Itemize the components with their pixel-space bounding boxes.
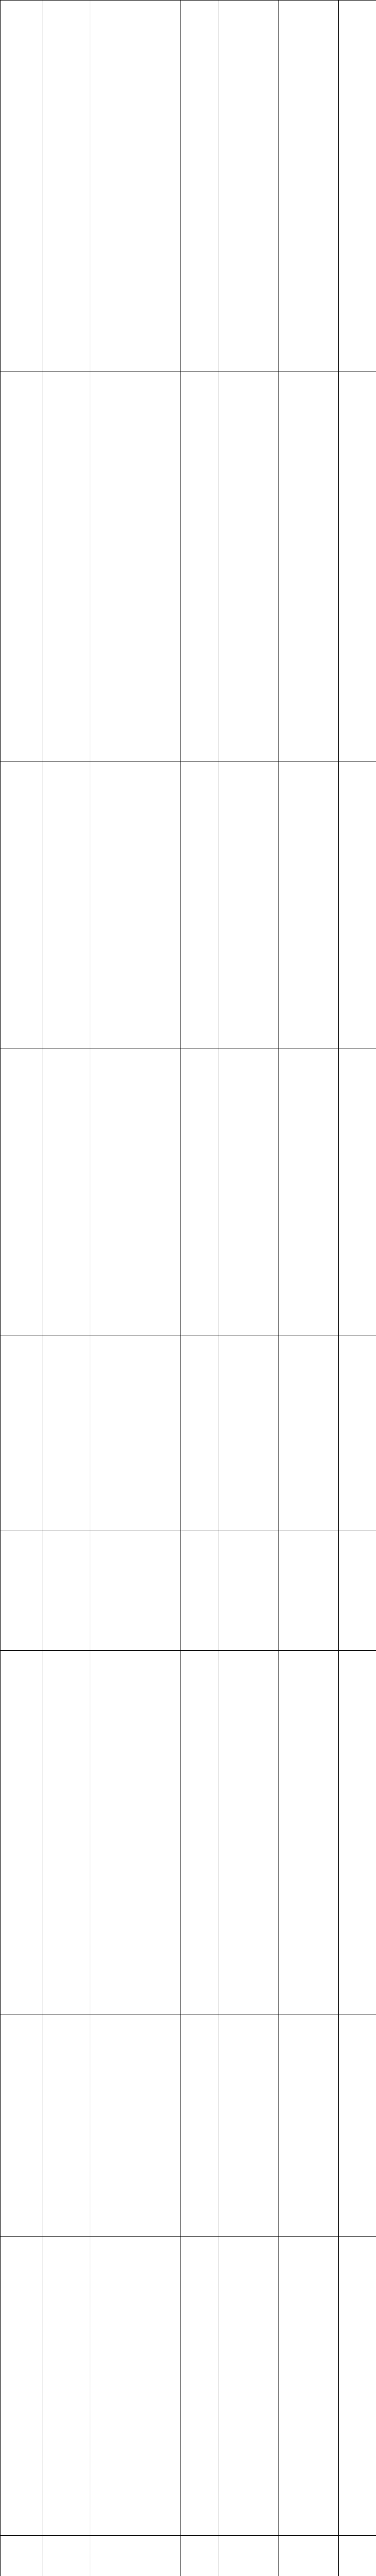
table-cell [219,761,279,1048]
table-cell [1,1335,42,1531]
table-cell [90,371,181,761]
table-cell [1,1651,42,2014]
table-cell [181,2237,219,2536]
table-cell [279,2014,339,2237]
table-cell [1,2237,42,2536]
table-cell [42,1048,90,1335]
table-cell [219,2237,279,2536]
table-cell [1,371,42,761]
table-cell [339,2014,376,2237]
table-row [1,1,376,371]
table-cell [181,1335,219,1531]
table-cell [279,1651,339,2014]
table-cell [219,1335,279,1531]
table-cell [90,1,181,371]
table-cell [339,761,376,1048]
table-cell [339,1048,376,1335]
table-cell [279,2536,339,2576]
table-cell [219,2014,279,2237]
table-cell [181,1651,219,2014]
table-cell [279,2237,339,2536]
table-row [1,761,376,1048]
table-cell [42,1335,90,1531]
table-cell [90,1048,181,1335]
table-cell [339,2536,376,2576]
table-cell [1,1,42,371]
table-cell [181,2536,219,2576]
table-cell [339,1531,376,1651]
table-cell [1,1048,42,1335]
table-cell [42,1531,90,1651]
table-cell [279,1048,339,1335]
table-cell [90,1335,181,1531]
table-row [1,1651,376,2014]
table-cell [279,761,339,1048]
table-cell [219,1048,279,1335]
table-cell [1,2014,42,2237]
table-cell [339,1,376,371]
table-cell [339,1651,376,2014]
table-cell [181,371,219,761]
table-cell [90,2014,181,2237]
table-body [1,1,376,2576]
table-cell [279,1531,339,1651]
table-cell [42,2014,90,2237]
table-cell [219,1531,279,1651]
table-cell [90,2536,181,2576]
table-cell [1,761,42,1048]
table-cell [279,1335,339,1531]
table-cell [42,371,90,761]
table-cell [90,2237,181,2536]
table-row [1,1048,376,1335]
table-cell [279,371,339,761]
table-cell [1,1531,42,1651]
table-cell [42,1,90,371]
table-cell [339,371,376,761]
table-cell [219,371,279,761]
table-cell [1,2536,42,2576]
table-cell [42,1651,90,2014]
table-row [1,1335,376,1531]
table-cell [181,1048,219,1335]
table-cell [42,2237,90,2536]
table-row [1,371,376,761]
table-cell [42,761,90,1048]
table-row [1,1531,376,1651]
table-row [1,2536,376,2576]
table-row [1,2014,376,2237]
table-cell [181,1531,219,1651]
table-cell [90,1651,181,2014]
table-cell [90,761,181,1048]
table-cell [219,1,279,371]
table-cell [42,2536,90,2576]
table-cell [279,1,339,371]
table-cell [339,2237,376,2536]
table-cell [181,1,219,371]
table-cell [90,1531,181,1651]
table-cell [181,761,219,1048]
table-cell [181,2014,219,2237]
table-row [1,2237,376,2536]
table-cell [219,2536,279,2576]
table-cell [219,1651,279,2014]
table-cell [339,1335,376,1531]
